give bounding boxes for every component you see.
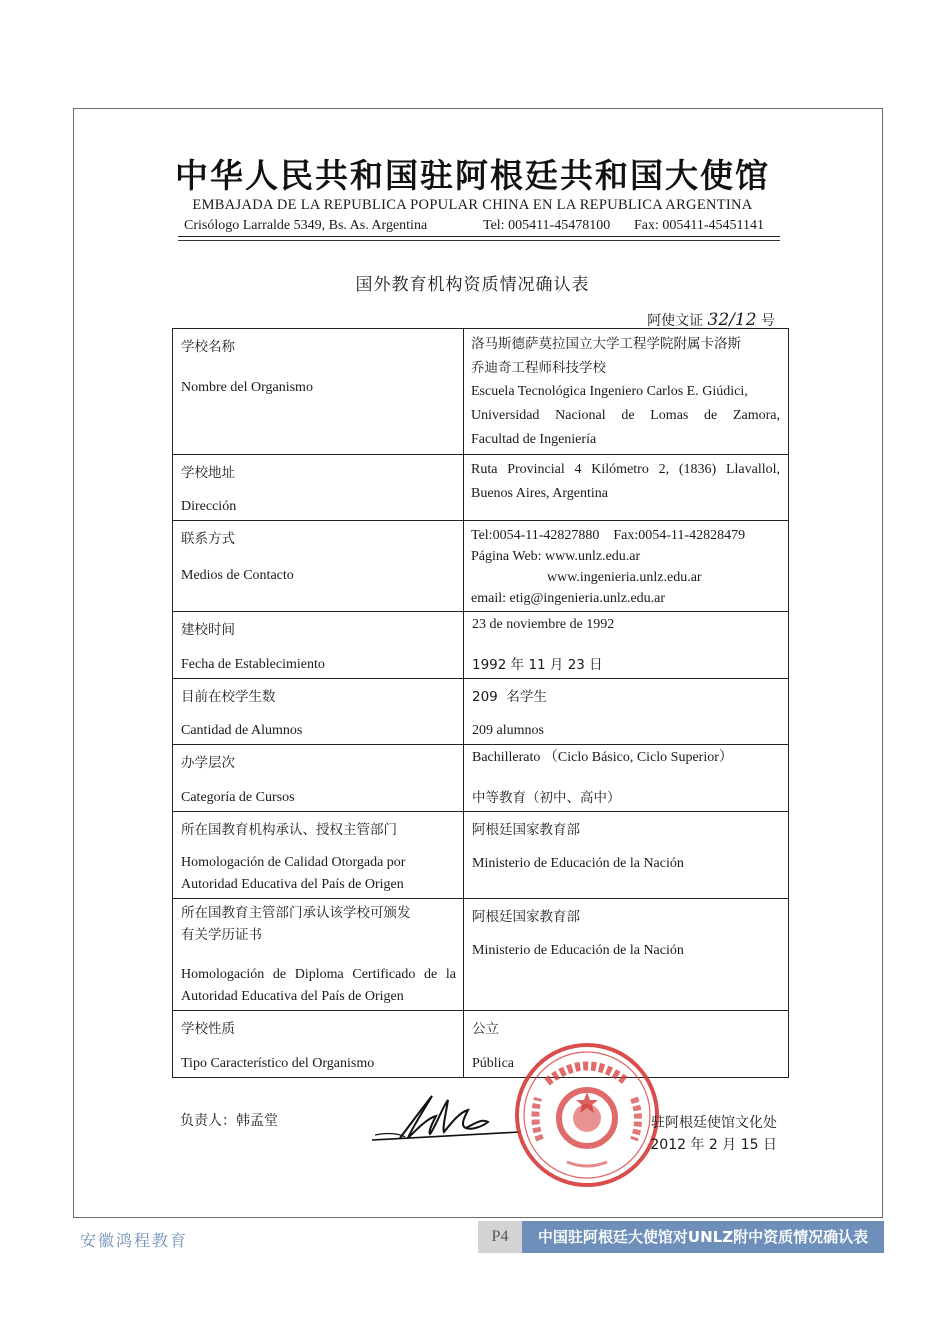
embassy-seal bbox=[512, 1040, 662, 1190]
table-row bbox=[173, 679, 789, 745]
table-row bbox=[173, 455, 789, 521]
form-title: 国外教育机构资质情况确认表 bbox=[355, 275, 590, 295]
value-line: Ruta Provincial 4 Kilómetro 2, (1836) Llavallol, bbox=[471, 462, 780, 477]
label-es-block bbox=[181, 964, 456, 1008]
label-zh-line: 所在国教育主管部门承认该学校可颁发 bbox=[181, 905, 411, 921]
table-row bbox=[173, 521, 789, 612]
value-line: Universidad Nacional de Lomas de Zamora, bbox=[471, 408, 780, 423]
value-line: Pública bbox=[472, 1056, 514, 1071]
value-line: Bachillerato （Ciclo Básico, Ciclo Superior） bbox=[472, 750, 733, 765]
ref-prefix: 阿使文证 bbox=[647, 313, 704, 329]
label-zh: 所在国教育机构承认、授权主管部门 bbox=[181, 822, 397, 838]
issuing-office bbox=[650, 1112, 777, 1156]
ref-number: 32/12 bbox=[707, 310, 757, 330]
footer-org: 安徽鸿程教育 bbox=[80, 1231, 189, 1250]
office-name: 驻阿根廷使馆文化处 bbox=[651, 1115, 777, 1131]
embassy-address: Crisólogo Larralde 5349, Bs. As. Argentina bbox=[184, 218, 428, 233]
handwritten-signature bbox=[370, 1088, 530, 1148]
signer-label: 负责人： bbox=[180, 1113, 236, 1129]
table-row bbox=[173, 1011, 789, 1078]
value-line: 洛马斯德萨莫拉国立大学工程学院附属卡洛斯 bbox=[471, 336, 741, 352]
label-zh: 联系方式 bbox=[181, 531, 235, 547]
confirmation-table bbox=[172, 328, 789, 1078]
label-es-line: Homologación de Diploma Certificado de la bbox=[181, 967, 456, 982]
value-line: 阿根廷国家教育部 bbox=[472, 822, 580, 838]
label-zh-block bbox=[181, 902, 411, 946]
label-es: Categoría de Cursos bbox=[181, 790, 295, 805]
label-es-line: Autoridad Educativa del País de Origen bbox=[181, 877, 404, 892]
label-zh: 办学层次 bbox=[181, 755, 235, 771]
table-row bbox=[173, 329, 789, 455]
label-zh: 建校时间 bbox=[181, 622, 235, 638]
label-es-line: Autoridad Educativa del País de Origen bbox=[181, 989, 404, 1004]
value-line: Ministerio de Educación de la Nación bbox=[472, 943, 684, 958]
value-line: email: etig@ingenieria.unlz.edu.ar bbox=[471, 591, 666, 606]
table-row bbox=[173, 612, 789, 679]
label-zh: 学校性质 bbox=[181, 1021, 235, 1037]
label-es: Tipo Característico del Organismo bbox=[181, 1056, 375, 1071]
value-line: Tel:0054-11-42827880 Fax:0054-11-42828479 bbox=[471, 528, 746, 543]
table-row bbox=[173, 812, 789, 899]
office-date: 2012 年 2 月 15 日 bbox=[650, 1137, 777, 1153]
value-line: Facultad de Ingeniería bbox=[471, 432, 597, 447]
reference-number bbox=[647, 310, 775, 330]
label-es: Cantidad de Alumnos bbox=[181, 723, 303, 738]
value-line: 209 alumnos bbox=[472, 723, 544, 738]
label-zh-line: 有关学历证书 bbox=[181, 927, 262, 943]
header-rule bbox=[178, 240, 780, 241]
value-line: Página Web: www.unlz.edu.ar bbox=[471, 549, 641, 564]
value-line: 阿根廷国家教育部 bbox=[472, 909, 580, 925]
embassy-title-es: EMBAJADA DE LA REPUBLICA POPULAR CHINA EN LA REPUBLICA ARGENTINA bbox=[192, 197, 753, 213]
embassy-fax: Fax: 005411-45451141 bbox=[634, 218, 765, 233]
value-line: 乔迪奇工程师科技学校 bbox=[471, 360, 606, 376]
embassy-title-zh: 中华人民共和国驻阿根廷共和国大使馆 bbox=[175, 156, 770, 195]
value-line: 23 de noviembre de 1992 bbox=[472, 617, 615, 632]
value-line: 209 名学生 bbox=[472, 689, 547, 705]
value-line: Buenos Aires, Argentina bbox=[471, 486, 609, 501]
label-es-line: Homologación de Calidad Otorgada por bbox=[181, 855, 406, 870]
ref-suffix: 号 bbox=[761, 313, 775, 329]
label-zh: 目前在校学生数 bbox=[181, 689, 276, 705]
signer bbox=[180, 1110, 278, 1130]
table-row bbox=[173, 899, 789, 1011]
value-line: Escuela Tecnológica Ingeniero Carlos E. Giúdici, bbox=[471, 384, 748, 399]
footer-caption: 中国驻阿根廷大使馆对UNLZ附中资质情况确认表 bbox=[522, 1221, 884, 1253]
label-zh: 学校地址 bbox=[181, 465, 235, 481]
label-zh: 学校名称 bbox=[181, 339, 235, 355]
signer-name: 韩孟堂 bbox=[236, 1113, 278, 1129]
label-es: Fecha de Establecimiento bbox=[181, 657, 325, 672]
page-number: P4 bbox=[478, 1221, 522, 1253]
value-line: 中等教育（初中、高中） bbox=[472, 790, 621, 806]
value-line: Ministerio de Educación de la Nación bbox=[472, 856, 684, 871]
embassy-tel: Tel: 005411-45478100 bbox=[483, 218, 611, 233]
label-es-block bbox=[181, 852, 405, 896]
label-es: Medios de Contacto bbox=[181, 568, 294, 583]
label-es: Dirección bbox=[181, 499, 237, 514]
value-line: 公立 bbox=[472, 1021, 499, 1037]
label-es: Nombre del Organismo bbox=[181, 380, 313, 395]
value-line: www.ingenieria.unlz.edu.ar bbox=[547, 570, 702, 585]
table-row bbox=[173, 745, 789, 812]
embassy-contact-line bbox=[178, 218, 780, 237]
value-line: 1992 年 11 月 23 日 bbox=[472, 657, 603, 673]
